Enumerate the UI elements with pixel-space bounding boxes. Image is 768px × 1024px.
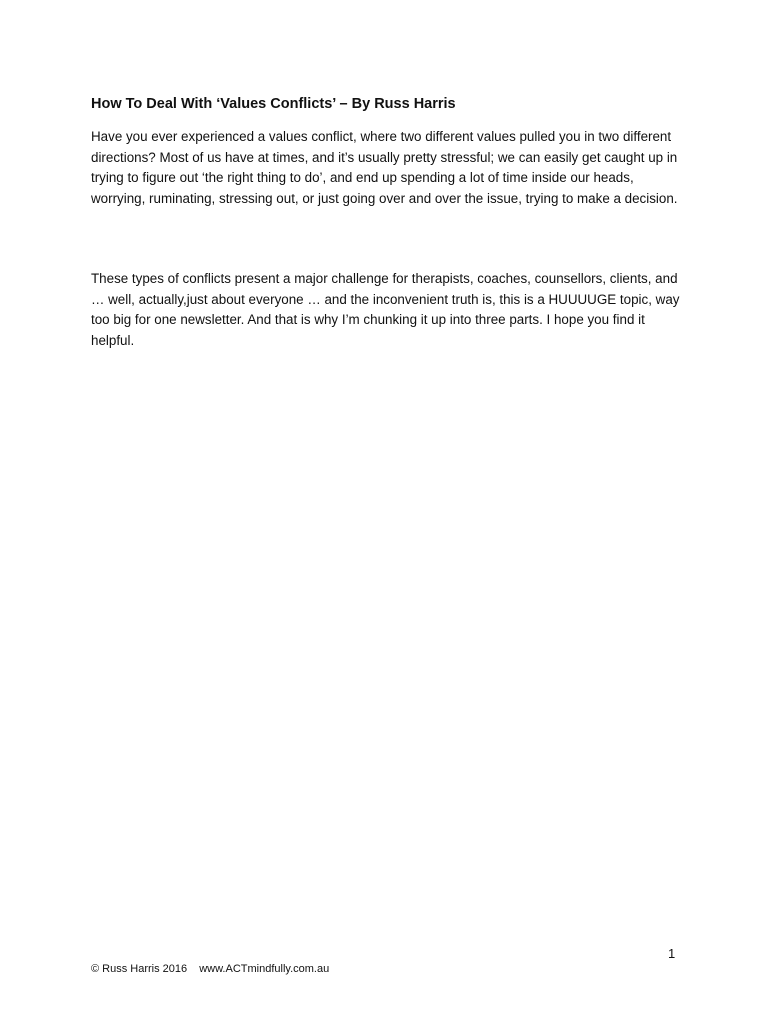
paragraph-intro: Have you ever experienced a values conflict, where two different values pulled you in two different directions? Most of us have at times, and it’s usually pretty stressful; we can easily get caught up in trying to figure out ‘the right thing to do’, and end up spending a lot of time inside our heads, worrying, ruminating, stressing out, or just going over and over the issue, trying to make a decision. [91,129,678,206]
footer-website: www.ACTmindfully.com.au [199,963,330,975]
page-number: 1 [668,946,676,961]
document-title: How To Deal With ‘Values Conflicts’ – By Russ Harris [91,96,456,112]
footer-copyright: © Russ Harris 2016 [91,963,188,975]
footer [91,961,329,977]
paragraph-challenge: These types of conflicts present a major challenge for therapists, coaches, counsellors, clients, and … well, actually,just about everyone … and the inconvenient truth is, this is a HUUUUGE topic, way too big for one newsletter. And that is why I’m chunking it up into three parts. I hope you find it helpful. [91,271,680,348]
